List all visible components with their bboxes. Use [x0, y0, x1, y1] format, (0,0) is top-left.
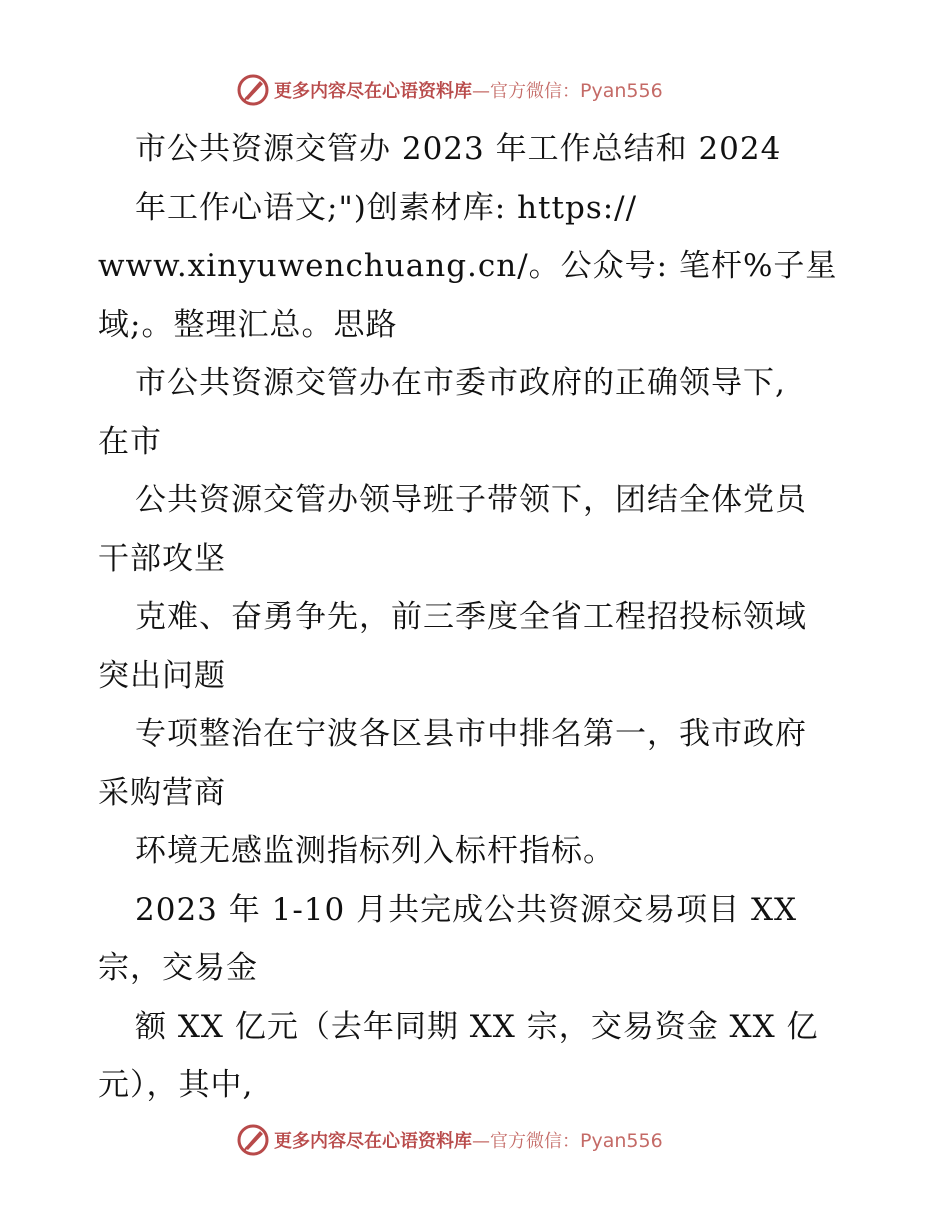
watermark-id: Pyan556: [580, 80, 663, 102]
text-line: 在市: [98, 423, 162, 460]
text-line: 2023 年 1-10 月共完成公共资源交易项目 XX: [135, 891, 798, 928]
text-line: 克难、奋勇争先，前三季度全省工程招投标领域: [135, 599, 807, 635]
watermark-separator: —官方微信：: [472, 81, 580, 102]
text-line: 市公共资源交管办在市委市政府的正确领导下,: [135, 365, 786, 401]
text-line: 宗，交易金: [98, 950, 258, 986]
watermark-main: 更多内容尽在心语资料库: [274, 1131, 472, 1152]
watermark-main: 更多内容尽在心语资料库: [274, 81, 472, 102]
text-line: 额 XX 亿元（去年同期 XX 宗，交易资金 XX 亿: [135, 1008, 819, 1045]
quill-seal-icon: [236, 73, 270, 107]
watermark-separator: —官方微信：: [472, 1131, 580, 1152]
text-line: 元），其中,: [98, 1067, 254, 1103]
text-line: 年工作心语文;")创素材库: https://: [135, 189, 638, 226]
watermark-id: Pyan556: [580, 1130, 663, 1152]
text-line: 干部攻坚: [98, 540, 226, 577]
text-line: 环境无感监测指标列入标杆指标。: [135, 833, 615, 869]
text-line: 突出问题: [98, 657, 226, 694]
watermark-text: [274, 1127, 663, 1153]
text-line: www.xinyuwenchuang.cn/。公众号: 笔杆%子星: [98, 248, 838, 284]
text-line: 专项整治在宁波各区县市中排名第一，我市政府: [135, 716, 807, 752]
text-line: 市公共资源交管办 2023 年工作总结和 2024: [135, 131, 782, 167]
watermark-text: [274, 77, 663, 103]
text-line: 公共资源交管办领导班子带领下，团结全体党员: [135, 482, 807, 518]
header-watermark: [236, 72, 663, 108]
text-line: 域;。整理汇总。思路: [98, 306, 398, 343]
text-line: 采购营商: [98, 774, 226, 811]
document-body: [98, 120, 858, 1115]
quill-seal-icon: [236, 1123, 270, 1157]
footer-watermark: [236, 1122, 663, 1158]
